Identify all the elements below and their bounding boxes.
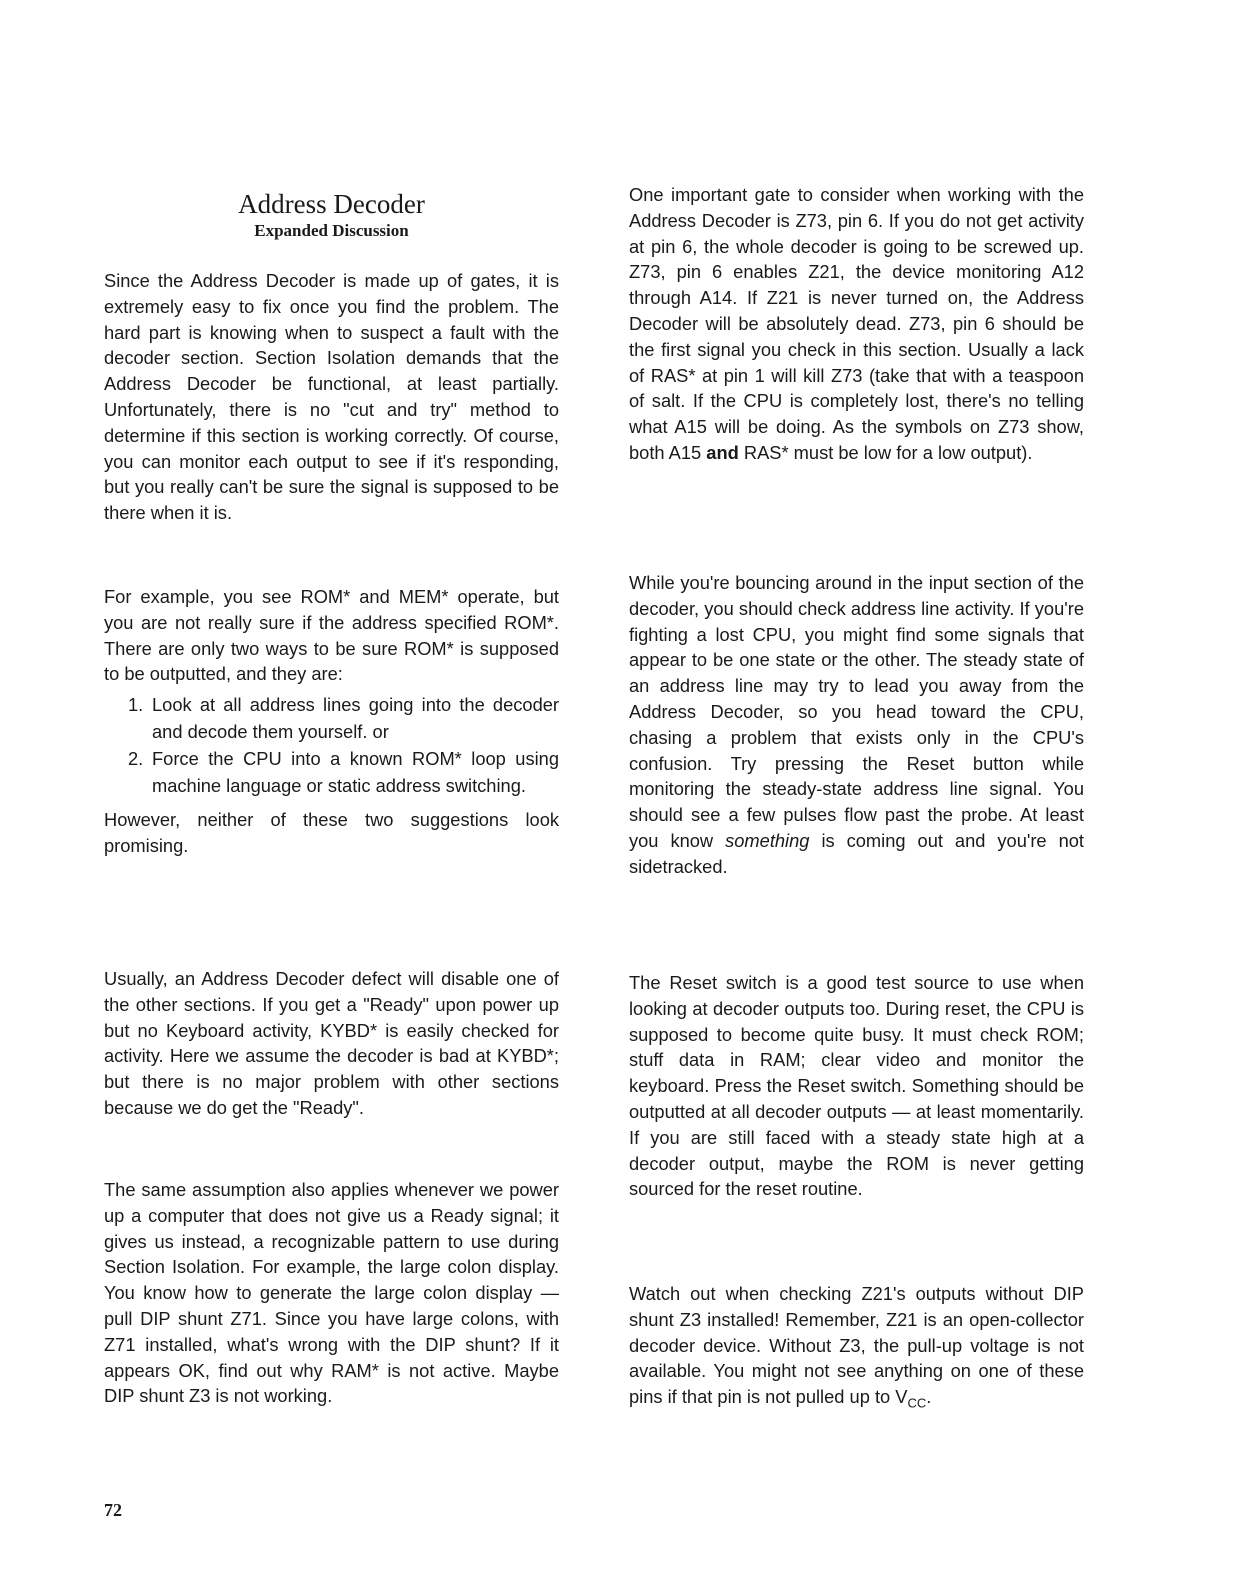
page-subtitle: Expanded Discussion	[254, 221, 409, 240]
section-heading	[104, 188, 559, 242]
right-paragraph-2	[629, 570, 1084, 880]
right-paragraph-2-text: While you're bouncing around in the input section of the decoder, you should check address line activity. If you're fighting a lost CPU, you might find some signals that appear to be one state or the other. The steady state of an address line may try to lead you away from the Address Decoder, so you head toward the CPU, chasing a problem that exists only in the CPU's confusion. Try pressing the Reset button while monitoring the steady-state address line signal. You should see a few pulses flow past the probe. At least you know	[629, 572, 1084, 851]
suggestion-list	[104, 691, 559, 799]
left-paragraph-2-intro: For example, you see ROM* and MEM* operate, but you are not really sure if the address specified ROM*. There are only two ways to be sure ROM* is supposed to be outputted, and they are:	[104, 586, 559, 685]
right-paragraph-3: The Reset switch is a good test source to use when looking at decoder outputs too. During reset, the CPU is supposed to become quite busy. It must check ROM; stuff data in RAM; clear video and monitor the keyboard. Press the Reset switch. Something should be outputted at all decoder outputs — at least momentarily. If you are still faced with a steady state high at a decoder output, maybe the ROM is never getting sourced for the reset routine.	[629, 972, 1084, 1200]
right-paragraph-2-block	[629, 570, 1084, 880]
page-number: 72	[104, 1500, 122, 1520]
right-paragraph-4	[629, 1281, 1084, 1417]
right-paragraph-1-block	[629, 182, 1084, 466]
right-paragraph-2-italic: something	[725, 829, 810, 851]
page-title: Address Decoder	[238, 189, 425, 219]
list-item-text: Look at all address lines going into the decoder and decode them yourself. or	[152, 694, 559, 743]
list-item-text: Force the CPU into a known ROM* loop using machine language or static address switching.	[152, 748, 559, 797]
left-paragraph-1: Since the Address Decoder is made up of gates, it is extremely easy to fix once you find the problem. The hard part is knowing when to suspect a fault with the decoder section. Section Isolation demands that the Address Decoder be functional, at least partially. Unfortunately, there is no "cut and try" method to determine if this section is working correctly. Of course, you can monitor each output to see if it's responding, but you really can't be sure the signal is supposed to be there when it is.	[104, 270, 559, 524]
left-paragraph-1-block	[104, 268, 559, 526]
right-paragraph-1-bold: and	[706, 441, 739, 463]
right-paragraph-3-block	[629, 970, 1084, 1202]
left-paragraph-3-block	[104, 966, 559, 1121]
list-item-number: 2.	[128, 748, 144, 770]
right-paragraph-1-end: RAS* must be low for a low output).	[743, 441, 1033, 463]
list-item-number: 1.	[128, 694, 144, 716]
left-paragraph-4: The same assumption also applies whenever we power up a computer that does not give us a Ready signal; it gives us instead, a recognizable pattern to use during Section Isolation. For example, the large colon display. You know how to generate the large colon display — pull DIP shunt Z71. Since you have large colons, with Z71 installed, what's wrong with the DIP shunt? If it appears OK, find out why RAM* is not active. Maybe DIP shunt Z3 is not working.	[104, 1179, 559, 1407]
list-item	[104, 691, 559, 745]
left-paragraph-2-conclusion: However, neither of these two suggestions look promising.	[104, 809, 559, 856]
right-paragraph-1	[629, 182, 1084, 466]
list-item	[104, 745, 559, 799]
right-paragraph-4-block	[629, 1281, 1084, 1417]
left-paragraph-2-block	[104, 584, 559, 859]
right-paragraph-1-text: One important gate to consider when working with the Address Decoder is Z73, pin 6. If you do not get activity at pin 6, the whole decoder is going to be screwed up. Z73, pin 6 enables Z21, the device monitoring A12 through A14. If Z21 is never turned on, the Address Decoder will be absolutely dead. Z73, pin 6 should be the first signal you check in this section. Usually a lack of RAS* at pin 1 will kill Z73 (take that with a teaspoon of salt. If the CPU is completely lost, there's no telling what A15 will be doing. As the symbols on Z73 show, both A15	[629, 184, 1084, 463]
left-paragraph-4-block	[104, 1177, 559, 1409]
left-paragraph-3: Usually, an Address Decoder defect will disable one of the other sections. If you get a "Ready" upon power up but no Keyboard activity, KYBD* is easily checked for activity. Here we assume the decoder is bad at KYBD*; but there is no major problem with other sections because we do get the "Ready".	[104, 968, 559, 1118]
right-paragraph-2-end: is coming out and you're not sidetracked.	[629, 829, 1084, 877]
right-paragraph-4-end: .	[926, 1386, 932, 1408]
right-paragraph-4-text: Watch out when checking Z21's outputs without DIP shunt Z3 installed! Remember, Z21 is an open-collector decoder device. Without Z3, the pull-up voltage is not available. You might not see anything on one of these pins if that pin is not pulled up to V	[629, 1283, 1084, 1408]
vcc-subscript: CC	[907, 1395, 927, 1411]
